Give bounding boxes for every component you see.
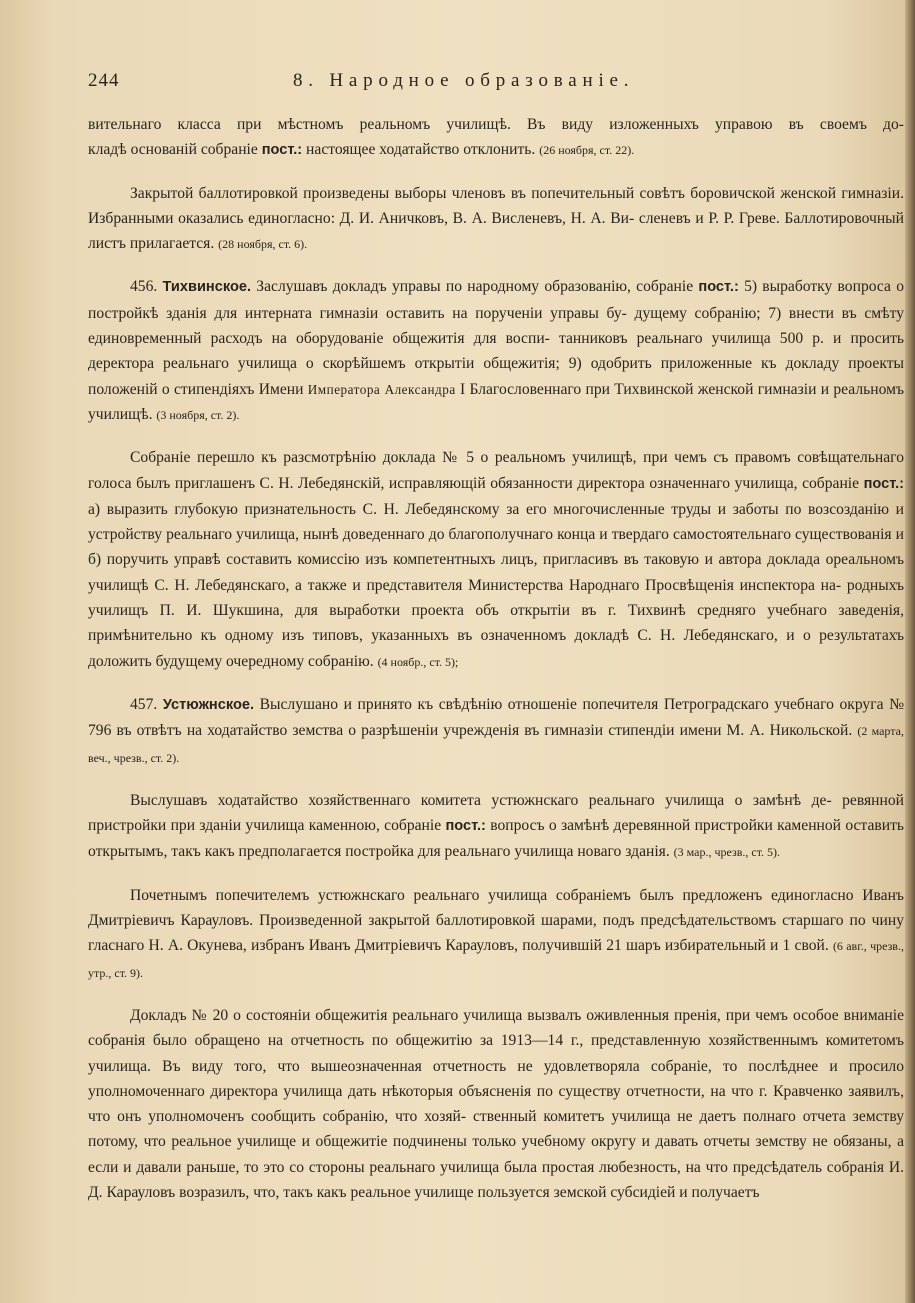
session-reference: (28 ноября, ст. 6). [218, 237, 308, 252]
paragraph: Собраніе перешло къ разсмотрѣнію доклада № 5 о реальномъ училищѣ, при чемъ съ правомъ совѣщательнаго голоса былъ приглашенъ С. Н. Лебедянскій, исправляющій обязанности директора означеннаго училища, собраніе пост.: а) выразить глубокую признательность С. Н. Лебедянскому за его многочисленные труды и заботы по возсозданію и устройству реальнаго училища, нынѣ доведеннаго до благополучнаго конца и твердаго самостоятельнаго существованія и б) поручить управѣ составить комиссію изъ компетентныхъ лицъ, пригласивъ въ таковую и автора доклада ореальномъ училищѣ С. Н. Лебедянскаго, а также и представителя Министерства Народнаго Просвѣщенія инспектора на- родныхъ училищъ П. И. Шукшина, для выработки проекта объ открытіи въ г. Тихвинѣ средняго учебнаго заведенія, примѣнительно къ одному изъ типовъ, указанныхъ въ означенномъ докладѣ С. Н. Лебедянскаго, и о результатахъ доложить будущему очередному собранію. (4 ноябр., ст. 5); [88, 449, 905, 670]
page-number: 244 [88, 70, 120, 91]
session-reference: (6 авг., чрезв., утр., ст. 9). [88, 939, 904, 980]
session-reference: (2 марта, веч., чрезв., ст. 2). [88, 724, 904, 765]
section-number: 456. [130, 278, 158, 296]
paragraph: Закрытой баллотировкой произведены выборы членовъ въ попечительный совѣтъ боровичской женской гимназіи. Избранными оказались единогласно: Д. И. Аничковъ, В. А. Висленевъ, Н. А. Ви- сленевъ и Р. Р. Греве. Баллотировочный листъ прилагается. (28 ноября, ст. 6). [88, 184, 904, 253]
section-457: 457. Устюжнское. Выслушано и принято къ свѣдѣнію отношеніе попечителя Петроградскаго учебнаго округа № 796 въ отвѣтъ на ходатайство земства о разрѣшеніи учрежденія въ гимназіи стипендіи имени М. А. Никольской. (2 марта, веч., чрезв., ст. 2). [88, 695, 904, 765]
paragraph: Докладъ № 20 о состояніи общежитія реальнаго училища вызвалъ оживленныя пренія, при чемъ особое вниманіе собранія было обращено на отчетность по общежитію за 1913—14 г., представленную хозяйственнымъ комитетомъ училища. Въ виду того, что вышеозначенная отчетность не удовлетворяла собраніе, то послѣднее и просило уполномоченнаго директора училища дать нѣкоторыя объясненія по существу отчетности, на что г. Кравченко заявилъ, что онъ уполномоченъ сообщить собранію, что хозяй- ственный комитетъ училища не даетъ полнаго отчета земству потому, что реальное училище и общежитіе подчинены только учебному округу и давать отчеты земству не обязаны, а если и давали раньше, то это со стороны реальнаго училища была простая любезность, на что предсѣдатель собранія И. Д. Карауловъ возразилъ, что, такъ какъ реальное училище пользуется земской субсидіей и получаетъ [88, 1006, 905, 1201]
running-title: 8. Народное образованіе. [293, 70, 635, 91]
page-edge-shadow [905, 0, 915, 1303]
page-header [88, 70, 888, 96]
session-reference: (3 ноября, ст. 2). [156, 407, 240, 422]
section-number: 457. [130, 695, 158, 713]
section-456: 456. Тихвинское. Заслушавъ докладъ управы по народному образованію, собраніе пост.: 5) выработку вопроса о постройкѣ зданія для интерната гимназіи оставить на порученіи управы бу- дущему собранію; 7) внести въ смѣту единовременный расходъ на оборудованіе общежитія для воспи- танниковъ реальнаго училища 500 р. и просить деректора реальнаго училища о скорѣйшемъ открытіи общежитія; 9) одобрить приложенные къ докладу проекты положеній о стипендіяхъ Имени Императора Александра I Благословеннаго при Тихвинской женской гимназіи и реальномъ училищѣ. (3 ноября, ст. 2). [88, 278, 905, 423]
decision-keyword: пост.: [863, 475, 905, 492]
session-reference: (4 ноябр., ст. 5); [377, 654, 459, 669]
session-reference: (3 мар., чрезв., ст. 5). [673, 845, 781, 860]
paragraph: Почетнымъ попечителемъ устюжнскаго реальнаго училища собраніемъ былъ предложенъ единогласно Иванъ Дмитріевичъ Карауловъ. Произведенной закрытой баллотировкой шарами, подъ предсѣдательствомъ старшаго по чину гласнаго Н. А. Окунева, избранъ Иванъ Дмитріевичъ Карауловъ, получившій 21 шаръ избирательный и 1 свой. (6 авг., чрезв., утр., ст. 9). [88, 886, 905, 980]
decision-keyword: пост.: [261, 142, 303, 159]
paragraph: Выслушавъ ходатайство хозяйственнаго комитета устюжнскаго реальнаго училища о замѣнѣ де- ревянной пристройки при зданіи училища каменною, собраніе пост.: вопросъ о замѣнѣ деревянной пристройки каменной оставить открытымъ, такъ какъ предполагается постройка для реальнаго училища новаго зданія. (3 мар., чрезв., ст. 5). [88, 791, 904, 861]
decision-keyword: пост.: [698, 279, 739, 296]
body-text [88, 112, 904, 1222]
district-name: Устюжнское. [162, 696, 255, 713]
decision-keyword: пост.: [445, 818, 486, 835]
paragraph: вительнаго класса при мѣстномъ реальномъ училищѣ. Въ виду изложенныхъ управою въ своемъ до- кладѣ основаній собраніе пост.: настоящее ходатайство отклонить. (26 ноября, ст. 22). [88, 116, 904, 159]
session-reference: (26 ноября, ст. 22). [539, 143, 635, 158]
district-name: Тихвинское. [162, 279, 252, 296]
